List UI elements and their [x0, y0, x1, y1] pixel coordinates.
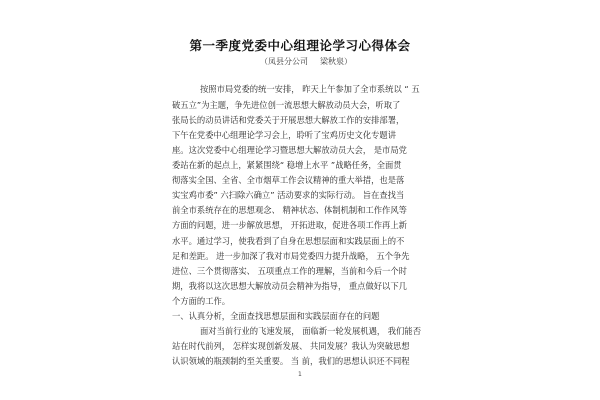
text-line: 方面的问题，进一步解放思想， 开拓进取，促进各项工作再上新 — [172, 220, 407, 230]
document-title: 第一季度党委中心组理论学习心得体会 — [189, 38, 411, 53]
text-line: 认识领域的瓶颈制约至关重要。 当 前，我们的思想认识还不同程 — [172, 356, 410, 366]
text-line: 下午在党委中心组理论学习会上，聆听了宝鸡历史文化专题讲 — [172, 130, 397, 140]
text-line: 期，我将以这次思想大解放动员会精神为指导， 重点做好以下几 — [172, 281, 407, 291]
text-line: 水平。通过学习，使我看到了自身在思想层面和实践层面上的不 — [172, 236, 405, 246]
text-line: 进位、三个贯彻落实、 五项重点工作的理解，当前和今后一个时 — [172, 266, 407, 276]
text-line: 张局长的动员讲话和党委关于开展思想大解放工作的安排部署， — [172, 115, 405, 125]
subtitle-organization: （凤县分公司 — [260, 57, 308, 66]
text-line: 面对当前行业的飞速发展， 面临新一轮发展机遇， 我们能否 — [200, 326, 421, 336]
text-line: 足和差距。 进一步加深了我对市局党委四力提升战略， 五个争先 — [172, 251, 410, 261]
page-number: 1 — [298, 371, 302, 378]
text-line: 实宝鸡市委” 六扫除六确立” 活动要求的实际行动。 旨在查找当 — [172, 190, 405, 200]
text-line: 按照市局党委的统一安排， 昨天上午参加了全市系统以 “ 五 — [200, 84, 420, 94]
text-line: 站在时代前列， 怎样实现创新发展、 共同发展？我认为突破思想 — [172, 341, 410, 351]
text-line: 彻落实全国、全省、全市烟草工作会议精神的重大举措，也是落 — [172, 175, 405, 185]
subtitle-author: 梁秋泉） — [320, 57, 352, 66]
section-heading: 一、认真分析，全面查找思想层面和实践层面存在的问题 — [172, 311, 380, 321]
text-line: 委站在新的起点上，紧紧围绕“ 稳增上水平 ”战略任务，全面贯 — [172, 160, 402, 170]
text-line: 座。这次党委中心组理论学习暨思想大解放动员大会， 是市局党 — [172, 145, 407, 155]
document-subtitle — [260, 56, 352, 67]
text-line: 个方面的工作。 — [172, 296, 231, 306]
text-line: 前全市系统存在的思想观念、 精神状态、体制机制和工作作风等 — [172, 205, 407, 215]
text-line: 破五立”为主题，争先进位创一流思想大解放动员大会，听取了 — [172, 100, 401, 110]
